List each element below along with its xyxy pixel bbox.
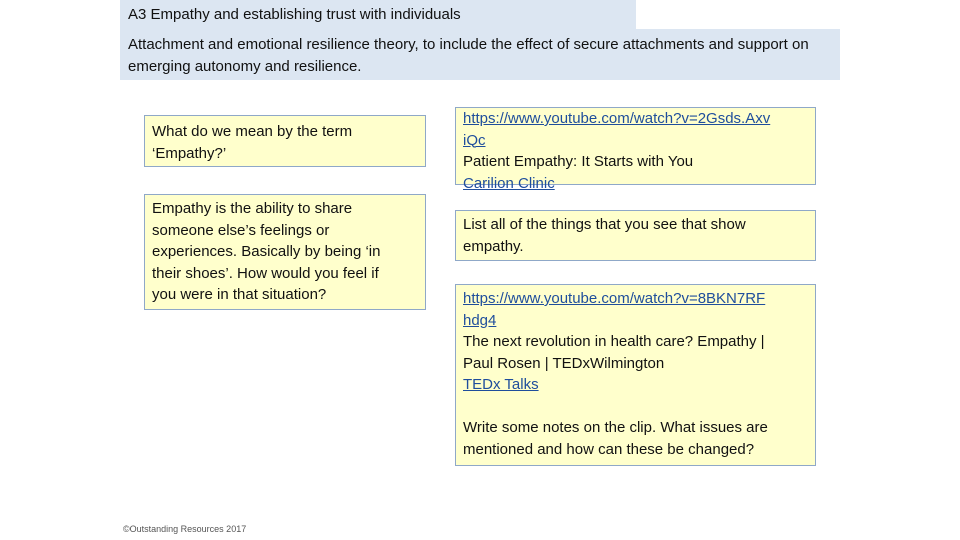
definition-line: experiences. Basically by being ‘in: [152, 243, 381, 260]
task1-line: List all of the things that you see that show: [463, 216, 746, 233]
question-line: What do we mean by the term: [152, 123, 353, 140]
video1-link[interactable]: https://www.youtube.com/watch?v=2Gsds.Axv: [463, 110, 771, 127]
task1-box: [455, 210, 816, 261]
spacer: [463, 396, 808, 418]
video2-task-line: Write some notes on the clip. What issues are: [463, 419, 768, 436]
video2-task-line: mentioned and how can these be changed?: [463, 440, 755, 458]
definition-line: someone else’s feelings or: [152, 221, 330, 239]
definition-line: you were in that situation?: [152, 286, 327, 303]
video1-box: [455, 107, 816, 192]
video2-link[interactable]: hdg4: [463, 311, 497, 329]
video2-channel-link[interactable]: TEDx Talks: [463, 376, 539, 393]
question-line: ‘Empathy?’: [152, 144, 227, 162]
video1-title: Patient Empathy: It Starts with You: [463, 153, 694, 170]
video2-link[interactable]: https://www.youtube.com/watch?v=8BKN7RF: [463, 290, 766, 307]
video2-box: [455, 284, 816, 466]
definition-box: [144, 194, 426, 310]
video1-channel-link[interactable]: Carilion Clinic: [463, 174, 555, 192]
question-box: [144, 115, 426, 167]
definition-line: their shoes’. How would you feel if: [152, 264, 379, 282]
video2-title: The next revolution in health care? Empathy |: [463, 333, 765, 350]
video1-link[interactable]: iQc: [463, 131, 486, 149]
copyright-footer: ©Outstanding Resources 2017: [123, 524, 247, 534]
page-subtitle: Attachment and emotional resilience theory, to include the effect of secure attachments and support on emerging autonomy and resilience.: [120, 29, 840, 80]
video2-title: Paul Rosen | TEDxWilmington: [463, 354, 665, 372]
task1-line: empathy.: [463, 237, 524, 255]
page-title: A3 Empathy and establishing trust with individuals: [120, 0, 636, 29]
definition-line: Empathy is the ability to share: [152, 200, 353, 217]
